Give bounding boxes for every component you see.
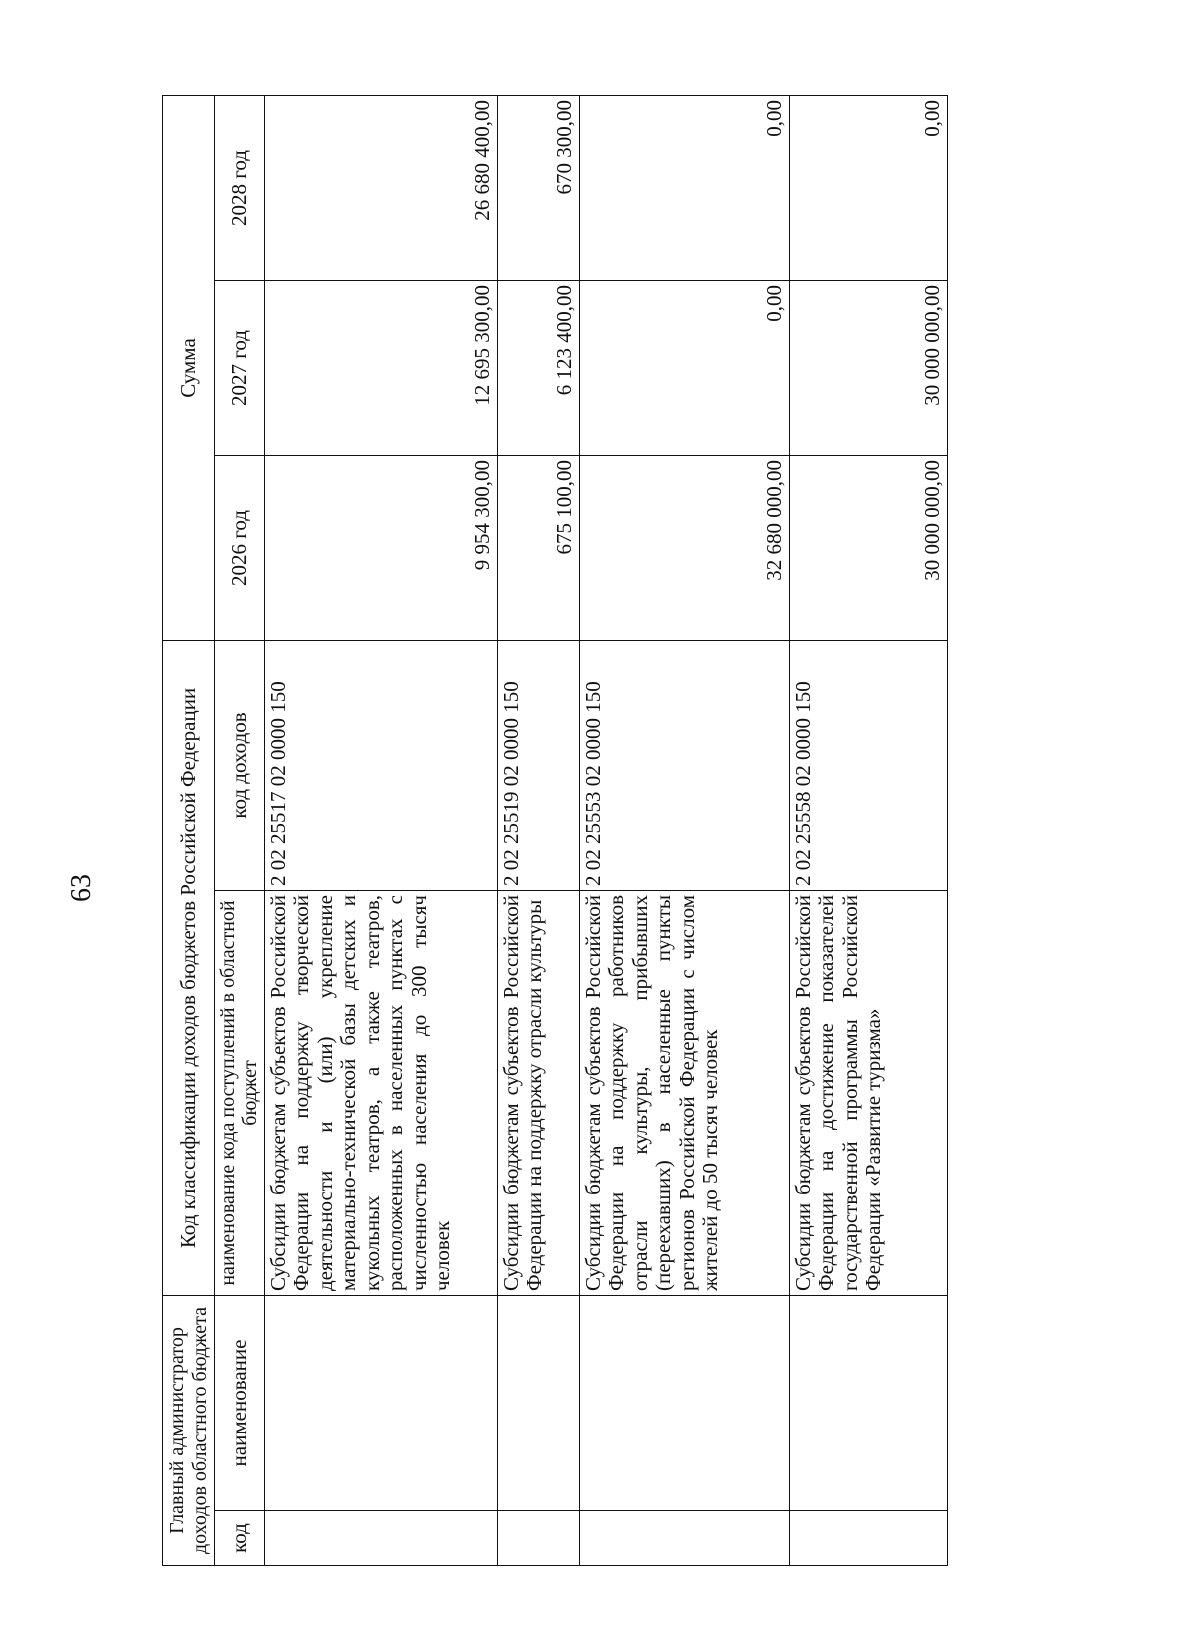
code-cell: 2 02 25519 02 0000 150: [497, 640, 579, 890]
admin-name-cell: [497, 1296, 579, 1511]
sum-2026-cell: 675 100,00: [497, 455, 579, 640]
admin-group-header: Главный администратор доходов областного бюджета: [163, 1296, 215, 1566]
revenue-table: [162, 95, 948, 1566]
description-cell: Субсидии бюджетам субъектов Российской Федерации на поддержку отрасли культуры: [497, 891, 579, 1296]
revenue-code-header: код доходов: [215, 640, 265, 890]
classification-group-header: Код классификации доходов бюджетов Российской Федерации: [163, 640, 215, 1295]
sum-2027-cell: 0,00: [579, 280, 789, 455]
sum-2027-cell: 12 695 300,00: [264, 280, 497, 455]
sum-2028-cell: 26 680 400,00: [264, 95, 497, 280]
table-row: [264, 95, 497, 1565]
admin-name-cell: [789, 1296, 947, 1511]
table-row: [789, 95, 947, 1565]
page-number: 63: [66, 874, 97, 902]
admin-code-cell: [579, 1511, 789, 1566]
sum-2026-cell: 32 680 000,00: [579, 455, 789, 640]
sum-2028-cell: 0,00: [579, 95, 789, 280]
sum-group-header: Сумма: [163, 95, 215, 640]
code-cell: 2 02 25558 02 0000 150: [789, 640, 947, 890]
year-2027-header: 2027 год: [215, 280, 265, 455]
admin-code-header: код: [215, 1511, 265, 1566]
table-row: [579, 95, 789, 1565]
sum-2026-cell: 9 954 300,00: [264, 455, 497, 640]
sum-2027-cell: 30 000 000,00: [789, 280, 947, 455]
description-cell: Субсидии бюджетам субъектов Российской Федерации на достижение показателей государственной программы Российской Федерации «Развитие туризма»: [789, 891, 947, 1296]
sum-2028-cell: 0,00: [789, 95, 947, 280]
admin-code-cell: [789, 1511, 947, 1566]
sum-2026-cell: 30 000 000,00: [789, 455, 947, 640]
table-row: [497, 95, 579, 1565]
admin-code-cell: [264, 1511, 497, 1566]
sum-2028-cell: 670 300,00: [497, 95, 579, 280]
code-cell: 2 02 25517 02 0000 150: [264, 640, 497, 890]
description-cell: Субсидии бюджетам субъектов Российской Федерации на поддержку творческой деятельности и (или) укрепление материально-технической базы детских и кукольных театров, а также театров, расположенных в населенных пунктах с численностью населения до 300 тысяч человек: [264, 891, 497, 1296]
admin-name-cell: [579, 1296, 789, 1511]
admin-code-cell: [497, 1511, 579, 1566]
admin-name-cell: [264, 1296, 497, 1511]
description-cell: Субсидии бюджетам субъектов Российской Федерации на поддержку работников отрасли культуры, прибывших (переехавших) в населенные пункты регионов Российской Федерации с числом жителей до 50 тысяч человек: [579, 891, 789, 1296]
rotated-table-container: [162, 96, 1004, 1566]
header-row-bottom: [215, 95, 265, 1565]
year-2028-header: 2028 год: [215, 95, 265, 280]
code-cell: 2 02 25553 02 0000 150: [579, 640, 789, 890]
year-2026-header: 2026 год: [215, 455, 265, 640]
admin-name-header: наименование: [215, 1296, 265, 1511]
revenue-name-header: наименование кода поступлений в областной бюджет: [215, 891, 265, 1296]
sum-2027-cell: 6 123 400,00: [497, 280, 579, 455]
header-row-top: [163, 95, 215, 1565]
